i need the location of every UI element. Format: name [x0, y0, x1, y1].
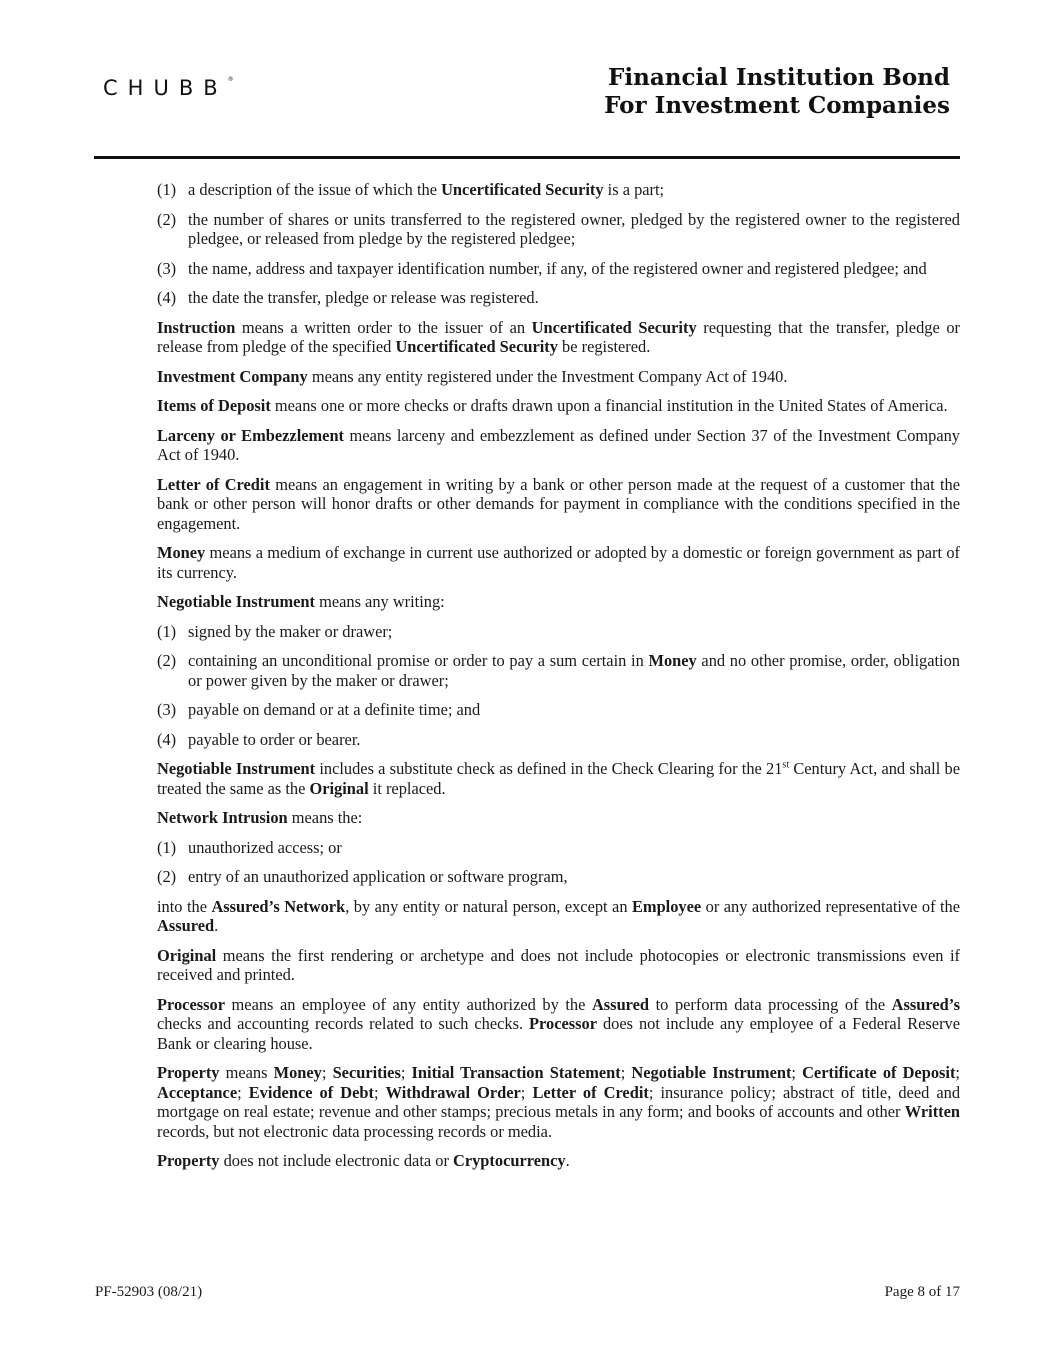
list-item: (2) entry of an unauthorized application or software program,	[157, 867, 568, 886]
definition-property: Property means Money; Securities; Initial Transaction Statement; Negotiable Instrument; Certificate of Deposit; Acceptance; Evidence of Debt; Withdrawal Order; Letter of Credit; insurance policy; abstract of title, deed and mortgage on real estate; revenue and other stamps; precious metals in any form; and books of accounts and other Written records, but not electronic data processing records or media.	[157, 1063, 961, 1141]
definition-network-intrusion-tail: into the Assured’s Network, by any entity or natural person, except an Employee or any authorized representative of the Assured.	[157, 896, 961, 935]
list-item: (1) signed by the maker or drawer;	[157, 621, 393, 641]
definition-investment-company: Investment Company means any entity registered under the Investment Company Act of 1940.	[157, 366, 788, 386]
definition-items-of-deposit: Items of Deposit means one or more checks or drafts drawn upon a financial institution in the United States of America.	[157, 396, 948, 415]
definition-money: Money means a medium of exchange in current use authorized or adopted by a domestic or foreign government as part of its currency.	[157, 543, 960, 582]
page-number: Page 8 of 17	[884, 1284, 960, 1300]
header-divider	[94, 156, 960, 159]
document-title	[604, 64, 950, 120]
definition-network-intrusion: Network Intrusion means the:	[157, 808, 363, 827]
list-item: (1) a description of the issue of which the Uncertificated Security is a part;	[157, 180, 665, 199]
definition-letter-of-credit: Letter of Credit means an engagement in writing by a bank or other person made at the request of a customer that the bank or other person will honor drafts or other demands for payment in compliance with the conditions specified in the engagement.	[157, 474, 961, 533]
definition-larceny-or-embezzlement: Larceny or Embezzlement means larceny and embezzlement as defined under Section 37 of the Investment Company Act of 1940.	[157, 425, 960, 464]
definition-original: Original means the first rendering or archetype and does not include photocopies or electronic transmissions even if received and printed.	[157, 945, 960, 984]
list-item: (2) the number of shares or units transferred to the registered owner, pledged by the registered owner to the registered pledgee, or released from pledge by the registered pledgee;	[157, 209, 960, 248]
list-item: (3) payable on demand or at a definite time; and	[157, 700, 481, 719]
title-line-1: Financial Institution Bond	[608, 64, 950, 91]
list-item: (3) the name, address and taxpayer identification number, if any, of the registered owner and registered pledgee; and	[157, 258, 927, 278]
logo-text: CHUBB	[103, 76, 228, 100]
chubb-logo	[103, 76, 234, 100]
logo-registered-mark: ®	[227, 76, 234, 83]
document-body	[157, 180, 960, 1181]
definition-negotiable-instrument: Negotiable Instrument means any writing:	[157, 592, 445, 611]
definition-processor: Processor means an employee of any entity authorized by the Assured to perform data processing of the Assured’s checks and accounting records related to such checks. Processor does not include any employee of a Federal Reserve Bank or clearing house.	[157, 994, 960, 1053]
form-number: PF-52903 (08/21)	[95, 1284, 203, 1300]
definition-property-exclusion: Property does not include electronic data or Cryptocurrency.	[157, 1151, 570, 1170]
list-item: (4) payable to order or bearer.	[157, 729, 361, 749]
list-item: (2) containing an unconditional promise or order to pay a sum certain in Money and no other promise, order, obligation or power given by the maker or drawer;	[157, 651, 960, 690]
list-item: (1) unauthorized access; or	[157, 837, 342, 857]
definition-negotiable-instrument-includes: Negotiable Instrument includes a substitute check as defined in the Check Clearing for the 21st Century Act, and shall be treated the same as the Original it replaced.	[157, 759, 960, 798]
definition-instruction: Instruction means a written order to the issuer of an Uncertificated Security requesting that the transfer, pledge or release from pledge of the specified Uncertificated Security be registered.	[157, 317, 960, 356]
title-line-2: For Investment Companies	[604, 92, 950, 119]
list-item: (4) the date the transfer, pledge or release was registered.	[157, 288, 539, 307]
